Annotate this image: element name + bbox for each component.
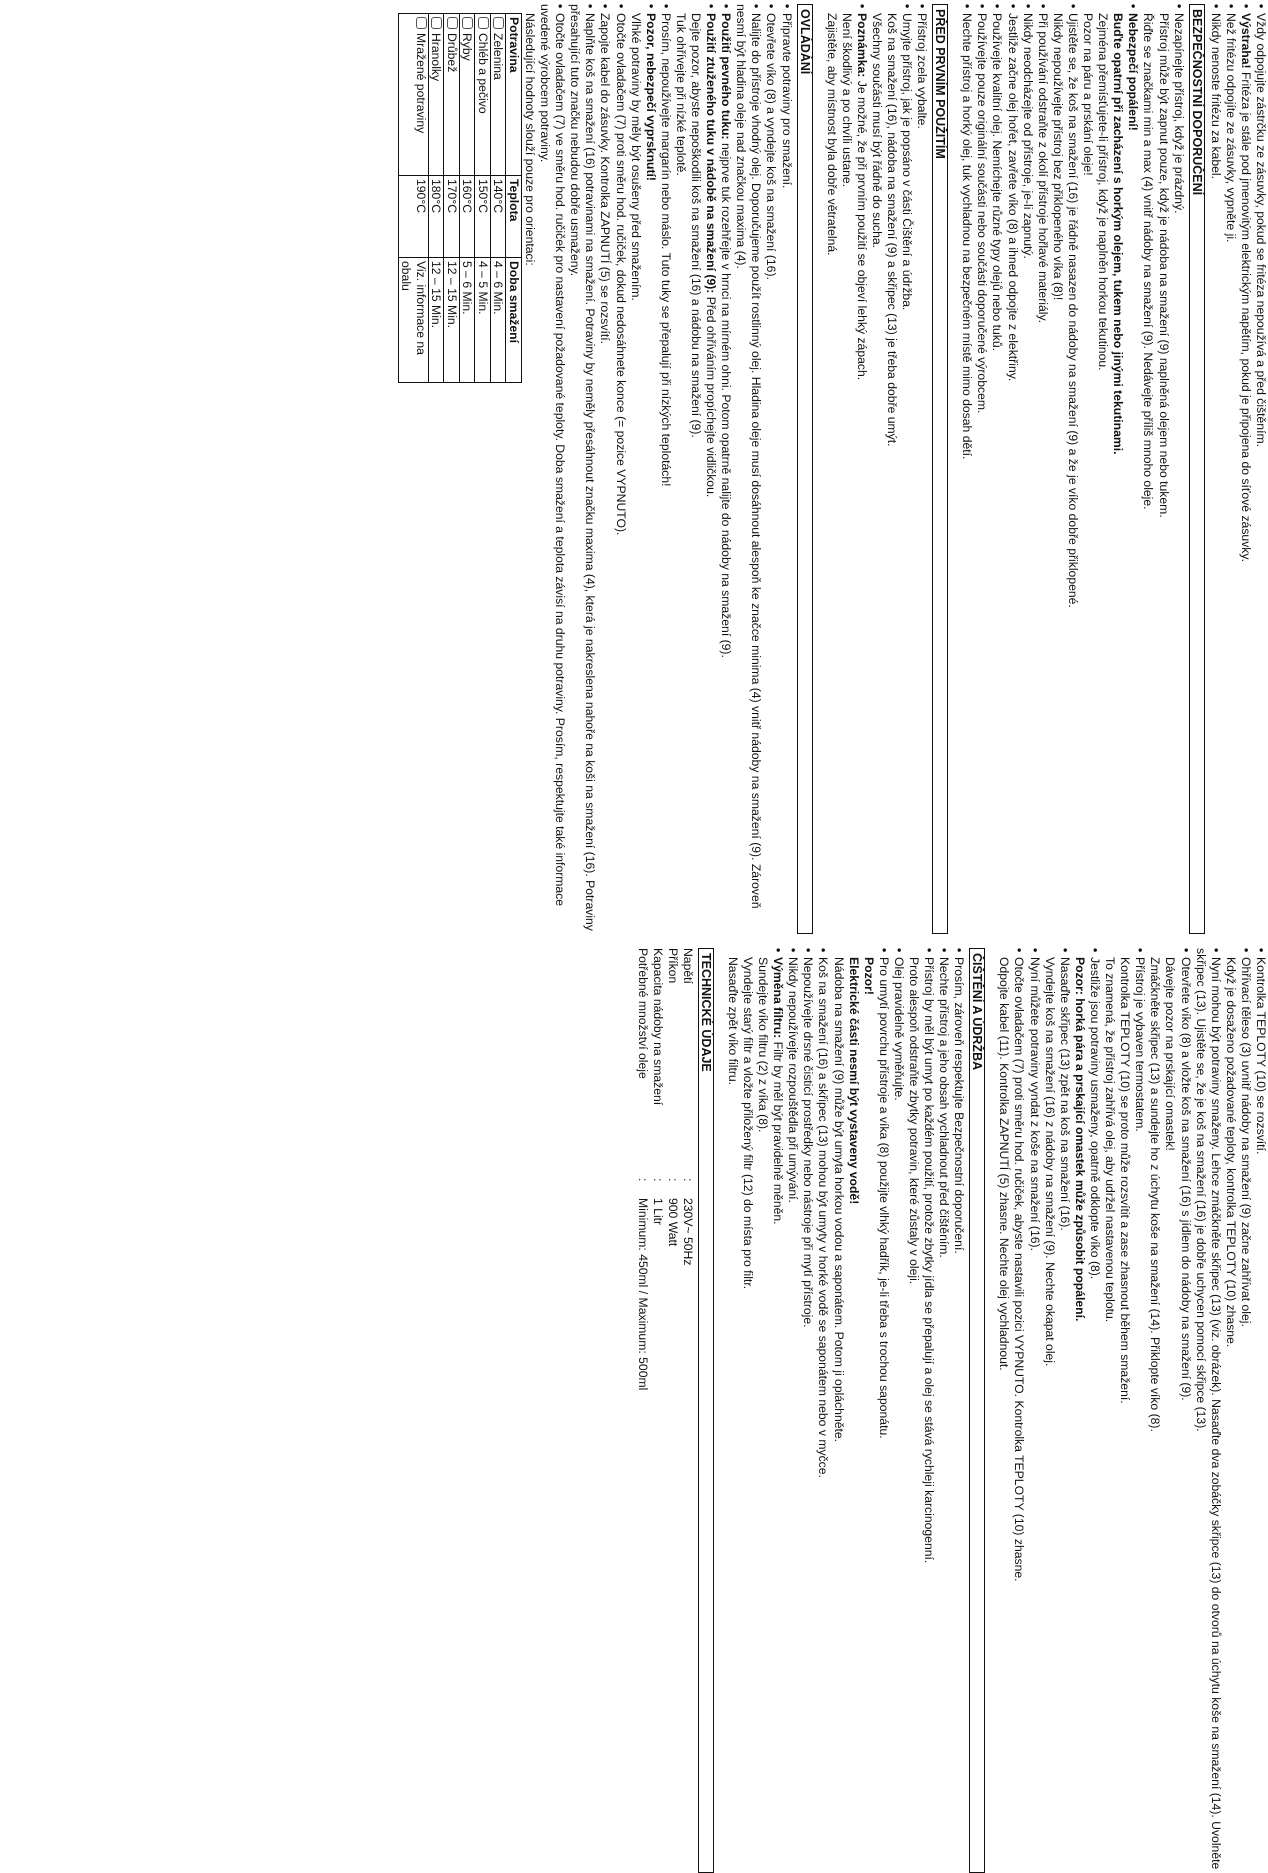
list-item: Kontrolka TEPLOTY (10) se proto může rozsvítit a zase zhasnout během smažení. (1118, 957, 1133, 1404)
food-cell: Chléb a pečivo (475, 14, 491, 176)
list-item: • Nepoužívejte drsné čisticí prostředky nebo nástroje při mytí přístroje. (800, 948, 815, 1873)
list-item: • Olej pravidelně vyměňujte. (891, 948, 906, 1873)
list-item: • Ujistěte se, že koš na smažení (16) je řádně nasazen do nádoby na smažení (9) a že je víko dobře přiklopené. (1065, 4, 1080, 934)
food-icon (447, 17, 458, 29)
list-item: Koš na smažení (16), nádoba na smažení (9) a skřipec (13) je třeba dobře umýt. (885, 13, 900, 447)
cleaning-list (725, 948, 967, 1873)
list-item: • Při používání odstraňte z okolí přístroje hořlavé materiály. (1035, 4, 1050, 934)
list-item: Nádoba na smažení (9) může být umyta horkou vodou a saponátem. Potom ji opláchněte. (831, 957, 846, 1443)
intro-bullet: • Vždy odpojujte zástrčku ze zásuvky, pokud se fritéza nepoužívá a před čištěním. (1253, 4, 1268, 934)
warning-label: Výstraha! (1238, 13, 1253, 72)
spec-label: Příkon (665, 948, 680, 984)
list-item: • Nyní můžete potraviny vyndat z koše na smažení (16). (1027, 948, 1042, 1873)
operation-list (522, 4, 794, 934)
spec-separator: : (665, 1178, 680, 1182)
temp-cell: 180°C (428, 176, 444, 258)
right-column (634, 948, 1268, 1873)
list-item: • Nechte přístroj a jeho obsah vychladnout před čištěním. (936, 948, 951, 1873)
table-row (475, 14, 491, 383)
list-item: Vlhké potraviny by měly být osušeny před smažením. (628, 13, 643, 301)
list-item: Buďte opatrní při zacházení s horkým olejem, tukem nebo jinými tekutinami. (1111, 13, 1126, 455)
intro-bullets (1208, 4, 1268, 934)
list-item: • Umyjte přístroj, jak je popsáno v části Čištění a údržba. (899, 4, 914, 934)
cleaning-heading: ČIŠTĚNÍ A ÚDRŽBA (969, 948, 985, 1873)
list-item: Zmáčkněte skřipec (13) a sundejte ho z úchytu koše na smažení (14). Přiklopte víko (8). (1148, 957, 1163, 1432)
time-cell: 12 – 15 Min. (428, 258, 444, 383)
spec-list (634, 948, 694, 1873)
list-item: • Použití ztuženého tuku v nádobě na smažení (9): Před ohříváním propíchejte vidličkou. (703, 4, 718, 934)
list-item: Nikdy nepoužívejte přístroj bez přiklopeného víka (8)! (1050, 13, 1065, 301)
food-icon (493, 17, 504, 29)
list-item: • Nikdy neodcházejte od přístroje, je-li zapnutý. (1020, 4, 1035, 934)
intro-bullet: • Nikdy nenoste fritézu za kabel. (1208, 4, 1223, 934)
first-use-list (824, 4, 930, 934)
spec-separator: : (680, 1178, 695, 1182)
list-item: • Výměna filtru: Filtr by měl být pravidelně měněn. (770, 948, 785, 1873)
intro-bullet: • Výstraha! Fritéza je stále pod jmenovitým elektrickým napětím, pokud je připojena do síťové zásuvky. (1238, 4, 1253, 934)
table-header-time: Doba smažení (506, 258, 522, 383)
table-row (398, 14, 428, 383)
list-item: Vyndejte starý filtr a vložte přiložený filtr (12) do místa pro filtr. (741, 957, 755, 1290)
list-item: Není škodlivý a po chvíli ustane. (839, 13, 854, 188)
list-item: Sundejte víko filtru (2) z víka (8). (756, 957, 771, 1133)
list-item: • Jestliže začne olej hořet, zavřete víko (8) a ihned odpojte z elektřiny. (1005, 4, 1020, 934)
list-item: • Používejte pouze originální součásti nebo součásti doporučené výrobcem. (974, 4, 989, 934)
food-icon (478, 17, 489, 29)
list-item: • Otevřete víko (8) a vyndejte koš na smažení (16). (763, 4, 778, 934)
list-item: • Nalijte do přístroje vhodný olej. Doporučujeme použít rostlinný olej. Hladina oleje musí dosáhnout alespoň ke značce minima (4) vnitř nádoby na smažení (9). Zároveň nesmí být hladina oleje nad značkou maxima (4). (733, 4, 763, 934)
food-cell: Drůbež (444, 14, 460, 176)
temp-cell: 160°C (459, 176, 475, 258)
table-header-temp: Teplota (506, 176, 522, 258)
table-row (459, 14, 475, 383)
list-item: • Prosím, nepoužívejte margarín nebo máslo. Tuto tuky se přepalují při nízkých teplotách! (658, 4, 673, 934)
list-item: • Otočte ovladačem (7) proti směru hod. ručiček, dokud nedosáhnete konce (= pozice VYPNUTO). (612, 4, 627, 934)
tech-heading: TECHNICKÉ ÚDAJE (698, 948, 714, 1873)
list-item: • Zapojte kabel do zásuvky. Kontrolka ZAPNUTÍ (5) se rozsvítí. (597, 4, 612, 934)
operation-heading: OVLÁDÁNÍ (797, 4, 813, 934)
list-item: • Použití pevného tuku: nejprve tuk rozehřejte v hrnci na mírném ohni. Potom opatrně nalijte do nádoby na smažení (9). (718, 4, 733, 934)
first-use-heading: PŘED PRVNÍM POUŽITÍM (932, 4, 948, 934)
list-item: • Nikdy nepoužívejte rozpouštědla při umývání. (785, 948, 800, 1873)
time-cell: 4 – 5 Min. (475, 258, 491, 383)
food-cell: Ryby (459, 14, 475, 176)
list-item: Odpojte kabel (11). Kontrolka ZAPNUTÍ (5) zhasne. Nechte olej vychladnout. (997, 957, 1012, 1371)
spec-label: Kapacita nádoby na smažení (650, 948, 665, 1106)
list-item: Nasaďte zpět víko filtru. (725, 957, 740, 1086)
list-item: Vyndejte koš na smažení (16) z nádoby na smažení (9). Nechte okapat olej. (1042, 957, 1057, 1367)
list-item: • Připravte potraviny pro smažení. (778, 4, 793, 934)
table-row (428, 14, 444, 383)
food-cell: Mražené potraviny (398, 14, 428, 176)
food-cell: Zelenina (490, 14, 506, 176)
table-header-food: Potravina (506, 14, 522, 176)
list-item: • Přístroj by měl být umyt po každém použití, protože zbytky jídla se přepalují a olej se stává rychleji karcinogenní. (921, 948, 936, 1873)
time-cell: 4 – 6 Min. (490, 258, 506, 383)
spec-value: Minimum: 450ml / Maximum: 500ml (635, 1198, 650, 1391)
list-item: • Otočte ovladačem (7) ve směru hod. ručiček pro nastavení požadované teploty. Doba smažení a teplota závisí na druhu potraviny. Prosím, respektujte také informace uvedené výrobcem potraviny. (537, 4, 567, 934)
safety-heading: BEZPEČNOSTNÍ DOPORUČENÍ (1189, 4, 1205, 934)
list-item: • Otevřete víko (8) a vložte koš na smažení (16) s jídlem do nádoby na smažení (9). (1177, 948, 1192, 1873)
food-cell: Hranolky (428, 14, 444, 176)
spec-label: Napětí (680, 948, 695, 984)
time-cell: 12 – 15 Min. (444, 258, 460, 383)
left-column (398, 4, 1268, 934)
list-item: • Nezapínejte přístroj, když je prázdný. (1171, 4, 1186, 934)
time-cell: Viz. informace na obalu (398, 258, 428, 383)
list-item: Zejména přemísťujete-li přístroj, když je naplněn horkou tekutinou. (1096, 13, 1111, 371)
list-item: • Nechte přístroj a horký olej, tuk vychladnou na bezpečném místě mimo dosah dětí. (959, 4, 974, 934)
list-item: Dávejte pozor na prskající omastek! (1163, 957, 1178, 1151)
list-item: Pozor: horká pára a prskající omastek může způsobit popálení. (1072, 957, 1087, 1322)
list-item: • Otočte ovladačem (7) proti směru hod. ručiček, abyste nastavili pozici VYPNUTO. Kontrolka TEPLOTY (10) zhasne. (1011, 948, 1026, 1873)
list-item: • Přístroj zcela vybalte. (914, 4, 929, 934)
list-item: • Nebezpečí popálení! (1125, 4, 1140, 934)
spec-value: 900 Watt (665, 1198, 680, 1247)
list-item: Pozor na páru a prskání oleje! (1081, 13, 1096, 176)
time-cell: 5 – 6 Min. (459, 258, 475, 383)
table-row (490, 14, 506, 383)
spec-separator: : (650, 1178, 665, 1182)
list-item: • Pozor, nebezpečí vyprsknutí! (643, 4, 658, 934)
spec-value: 230V~ 50Hz (680, 1198, 695, 1266)
list-item: • Jestliže jsou potraviny usmaženy, opatrně odklopte víko (8). (1087, 948, 1102, 1873)
food-icon (462, 17, 473, 29)
list-item: • Poznámka: Je možné, že při prvním použití se objeví lehký zápach. (854, 4, 869, 934)
list-item: • Naplňte koš na smažení (16) potravinami na smažení. Potraviny by neměly přesáhnout značku maxima (4), která je nakreslena nahoře na koši na smažení (16). Potraviny přesahující tuto značku nebudou dobře usmaženy. (567, 4, 597, 934)
safety-list (959, 4, 1185, 934)
spec-label: Potřebné množství oleje (635, 948, 650, 1079)
list-item: Pozor! (861, 957, 876, 995)
temp-cell: 140°C (490, 176, 506, 258)
food-icon (431, 17, 442, 29)
list-item: Následující hodnoty slouží pouze pro orientaci: (522, 13, 537, 266)
list-item: Proto alespoň odstraňte zbytky potravin, které zůstaly v oleji. (907, 957, 922, 1285)
list-item: Když je dosaženo požadované teploty, kontrolka TEPLOTY (10) zhasne. (1223, 957, 1238, 1348)
list-item: • Přístroj je vybaven termostatem. (1132, 948, 1147, 1873)
list-item: Všechny součásti musí být řádně do sucha. (869, 13, 884, 249)
list-item: Zajistěte, aby místnost byla dobře větratelná. (824, 13, 839, 256)
temp-cell: 150°C (475, 176, 491, 258)
list-item: • Kontrolka TEPLOTY (10) se rozsvítí. (1253, 948, 1268, 1873)
list-item: Elektrické části nesmí být vystaveny vodě! (846, 957, 861, 1205)
operation-continued (996, 948, 1268, 1873)
list-item: • Nyní mohou být potraviny smaženy. Lehce zmáčkněte skřipec (13) (viz. obrázek). Nasaďte dva zobáčky skřipce (13) do otvorů na úchytu koše na smažení (14). Uvolněte skřipec (13). Ujistěte se, že je koš na smažení (16) je dobře uchycen pomocí skřipce (13). (1193, 948, 1223, 1873)
table-row (444, 14, 460, 383)
list-item: • Pro umytí povrchu přístroje a víka (8) použijte vlhký hadřík, je-li třeba s trochou saponátu. (876, 948, 891, 1873)
list-item: To znamená, že přístroj zahřívá olej, aby udržel nastavenou teplotu. (1103, 957, 1118, 1323)
spec-separator: : (635, 1178, 650, 1182)
temp-cell: 190°C (398, 176, 428, 258)
temp-cell: 170°C (444, 176, 460, 258)
list-item: Řiďte se značkami min a max (4) vnitř nádoby na smažení (9). Nedávejte příliš mnoho oleje. (1141, 13, 1156, 510)
list-item: Přístroj může být zapnut pouze, když je nádoba na smažení (9) naplněná olejem nebo tukem. (1156, 13, 1171, 518)
intro-bullet: • Než fritézu odpojíte ze zásuvky, vypněte ji. (1223, 4, 1238, 934)
list-item: Dejte pozor, abyste nepoškodili koš na smažení (16) a nádobu na smažení (9). (689, 13, 703, 438)
list-item: Tuk ohřívejte při nízké teplotě. (673, 13, 688, 176)
list-item: • Prosím, zároveň respektujte Bezpečnostní doporučení. (951, 948, 966, 1873)
food-icon (416, 17, 427, 29)
spec-value: 1 Litr (650, 1198, 665, 1226)
frying-table (398, 13, 522, 383)
list-item: • Koš na smažení (16) a skřipec (13) mohou být umyty v horké vodě se saponátem nebo v myčce. (815, 948, 830, 1873)
list-item: • Ohřívací těleso (3) uvnitř nádoby na smažení (9) začne zahřívat olej. (1238, 948, 1253, 1873)
list-item: • Používejte kvalitní olej. Nemíchejte různé typy olejů nebo tuků. (989, 4, 1004, 934)
list-item: • Nasaďte skřipec (13) zpět na koš na smažení (16). (1057, 948, 1072, 1873)
